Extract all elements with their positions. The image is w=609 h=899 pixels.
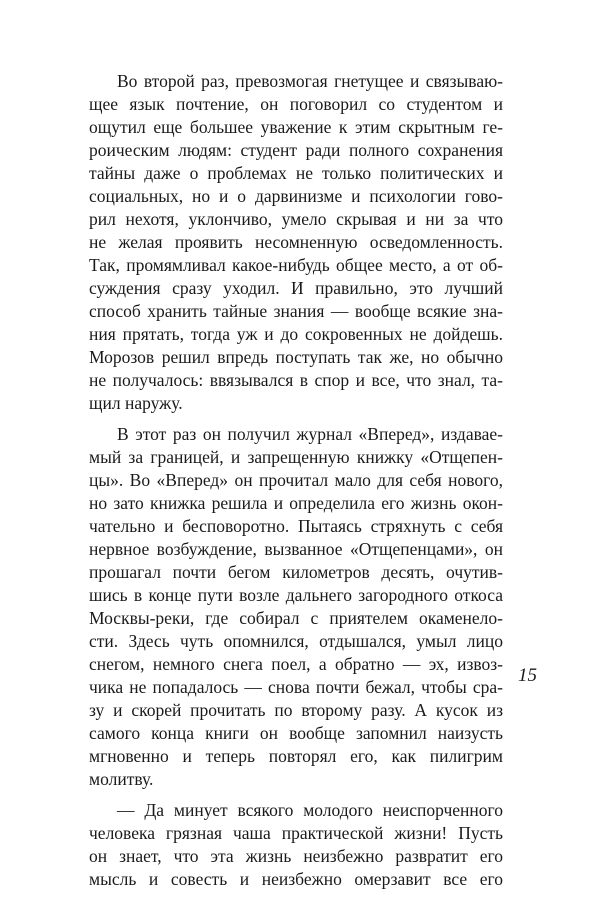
text-line: шись в конце пути возле дальнего загородного откоса <box>89 585 503 605</box>
text-line: Во второй раз, превозмогая гнетущее и связываю- <box>117 71 503 91</box>
text-line: он знает, что эта жизнь неизбежно развратит его <box>89 846 503 866</box>
text-line: нервное возбуждение, вызванное «Отщепенцами», он <box>89 539 503 559</box>
paragraph <box>89 423 503 791</box>
text-line: Москвы-реки, где собирал с приятелем окаменело- <box>89 608 503 628</box>
text-line: щил наружу. <box>89 393 183 413</box>
text-line: щее язык почтение, он поговорил со студентом и <box>89 94 503 114</box>
text-line: зу и скорей прочитать по второму разу. А кусок из <box>89 700 503 720</box>
page-number: 15 <box>518 665 537 686</box>
text-line: не желая проявить несомненную осведомленность. <box>89 232 503 252</box>
text-line: ощутил еще большее уважение к этим скрытным ге- <box>89 117 503 137</box>
text-line: — Да минует всякого молодого неиспорченного <box>117 800 503 820</box>
text-line: цы». Во «Вперед» он прочитал мало для себя нового, <box>89 470 503 490</box>
text-line: человека грязная чаша практической жизни! Пусть <box>89 823 503 843</box>
text-line: ния прятать, тогда уж и до сокровенных не дойдешь. <box>89 324 503 344</box>
text-line: способ хранить тайные знания — вообще всякие зна- <box>89 301 503 321</box>
text-line: тайны даже о проблемах не только политических и <box>89 163 503 183</box>
text-line: В этот раз он получил журнал «Вперед», издавае- <box>117 424 503 444</box>
text-line: снегом, немного снега поел, а обратно — эх, извоз- <box>89 654 503 674</box>
text-line: Морозов решил впредь поступать так же, но обычно <box>89 347 503 367</box>
paragraph <box>89 799 503 891</box>
text-line: мый за границей, и запрещенную книжку «Отщепен- <box>89 447 503 467</box>
text-line: чика не попадалось — снова почти бежал, чтобы сра- <box>89 677 503 697</box>
text-line: рил нехотя, уклончиво, умело скрывая и ни за что <box>89 209 503 229</box>
text-line: сти. Здесь чуть опомнился, отдышался, умыл лицо <box>89 631 503 651</box>
text-line: не получалось: ввязывался в спор и все, что знал, та- <box>89 370 503 390</box>
body-text <box>89 70 503 899</box>
text-line: социальных, но и о дарвинизме и психологии гово- <box>89 186 503 206</box>
text-line: роическим людям: студент ради полного сохранения <box>89 140 503 160</box>
text-line: самого конца книги он вообще запомнил наизусть <box>89 723 503 743</box>
paragraph <box>89 70 503 415</box>
text-line: мысль и совесть и неизбежно омерзавит все его <box>89 869 503 889</box>
text-line: но зато книжка решила и определила его жизнь окон- <box>89 493 503 513</box>
text-line: Так, промямливал какое-нибудь общее место, а от об- <box>89 255 503 275</box>
text-line: мгновенно и теперь повторял его, как пилигрим <box>89 746 503 766</box>
text-line: чательно и бесповоротно. Пытаясь стряхнуть с себя <box>89 516 503 536</box>
text-line: суждения сразу уходил. И правильно, это лучший <box>89 278 503 298</box>
text-line: прошагал почти бегом километров десять, очутив- <box>89 562 503 582</box>
text-line: молитву. <box>89 769 154 789</box>
